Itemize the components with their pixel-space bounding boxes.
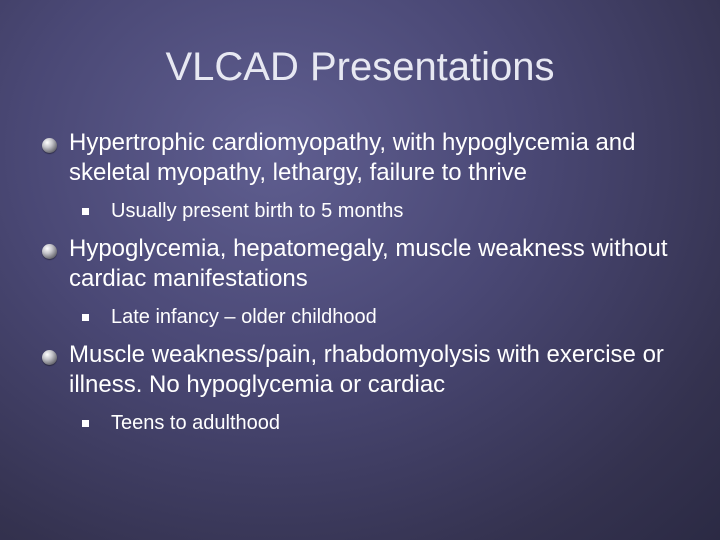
bullet-level1 — [42, 128, 702, 188]
sub-bullet — [82, 198, 702, 224]
bullet-level1 — [42, 340, 702, 400]
bullet-text: Hypoglycemia, hepatomegaly, muscle weakness without cardiac manifestations — [69, 235, 668, 292]
bullet-level1 — [42, 234, 702, 294]
slide-title: VLCAD Presentations — [165, 45, 555, 89]
sub-bullet — [82, 304, 702, 330]
square-bullet-icon — [82, 420, 89, 427]
square-bullet-icon — [82, 208, 89, 215]
bullet-item — [42, 128, 702, 224]
sphere-bullet-icon — [42, 350, 57, 365]
bullet-list — [42, 128, 702, 446]
sub-bullet-text: Usually present birth to 5 months — [111, 200, 404, 222]
sphere-bullet-icon — [42, 138, 57, 153]
bullet-item — [42, 340, 702, 436]
bullet-text: Hypertrophic cardiomyopathy, with hypoglycemia and skeletal myopathy, lethargy, failure to thrive — [69, 129, 636, 186]
square-bullet-icon — [82, 314, 89, 321]
sphere-bullet-icon — [42, 244, 57, 259]
sub-bullet-text: Late infancy – older childhood — [111, 306, 377, 328]
sub-bullet — [82, 410, 702, 436]
bullet-item — [42, 234, 702, 330]
bullet-text: Muscle weakness/pain, rhabdomyolysis with exercise or illness. No hypoglycemia or cardiac — [69, 341, 664, 398]
sub-bullet-text: Teens to adulthood — [111, 412, 281, 434]
